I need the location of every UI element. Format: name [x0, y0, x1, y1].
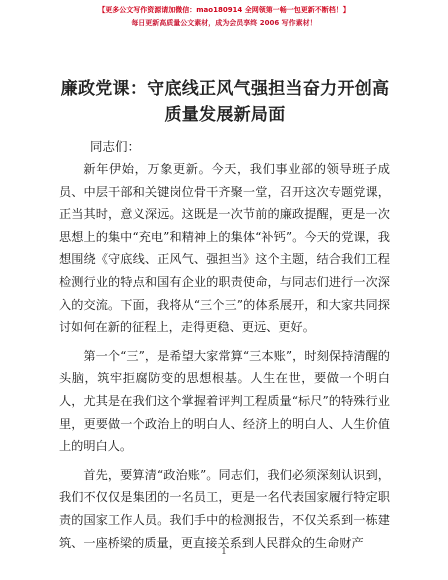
salutation: 同志们：	[90, 139, 141, 154]
paragraph-1: 新年伊始，万象更新。今天，我们事业部的领导班子成员、中层干部和关键岗位骨干齐聚一堂，召开这次专题党课，正当其时，意义深远。这既是一次节前的廉政提醒，更是一次思想上的集中“充电”和精神上的集体“补钙”。今天的党课，我想围绕《守底线、正风气、强担当》这个主题，结合我们工程检测行业的特点和国有企业的职责使命，与同志们进行一次深入的交流。下面，我将从“三个三”的体系展开，和大家共同探讨如何在新的征程上，走得更稳、更远、更好。	[59, 162, 390, 335]
document-title: 廉政党课：守底线正风气强担当奋力开创高质量发展新局面	[60, 79, 390, 125]
banner-line-1: 【更多公文写作资源请加微信：mao180914 全网领第一畅一包更新不断档！】	[98, 6, 350, 14]
paragraph-3: 首先，要算清“政治账”。同志们，我们必须深刻认识到，我们不仅仅是集团的一名员工，更是一名代表国家履行特定职责的国家工作人员。我们手中的检测报告，不仅关系到一栋建筑、一座桥梁的质量，更直接关系到人民群众的生命财产	[59, 467, 390, 550]
paragraph-2: 第一个“三”，是希望大家常算“三本账”，时刻保持清醒的头脑，筑牢拒腐防变的思想根基。人生在世，要做一个明白人，尤其是在我们这个掌握着评判工程质量“标尺”的特殊行业里，更要做一个政治上的明白人、经济上的明白人、人生价值上的明白人。	[59, 348, 390, 454]
header-banner	[0, 4, 448, 30]
page-number: 1	[221, 547, 227, 557]
banner-line-2: 每日更新高质量公文素材，成为会员享终 2006 写作素材！	[131, 19, 317, 27]
document-body	[59, 158, 390, 560]
